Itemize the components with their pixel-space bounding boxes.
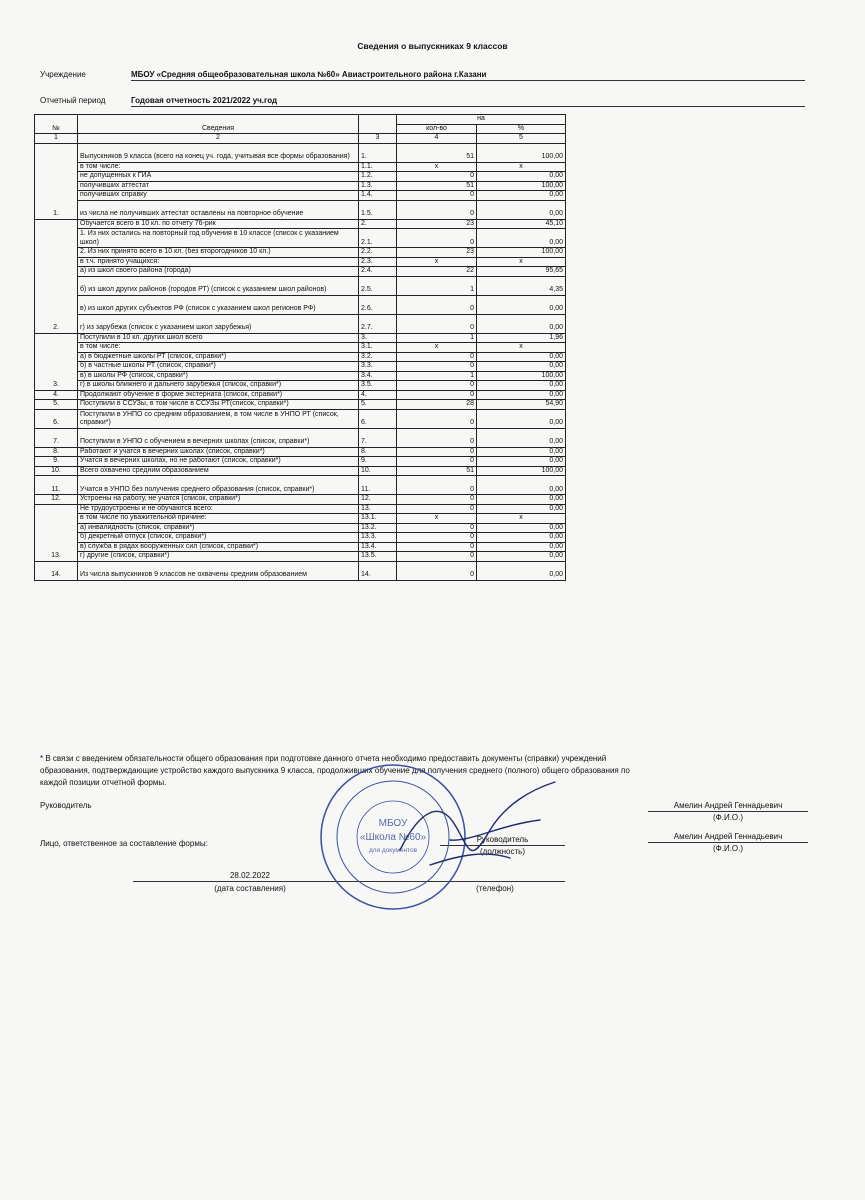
- row-percent: 0,00: [477, 523, 566, 533]
- table-row: [35, 295, 566, 314]
- row-percent: 0,00: [477, 533, 566, 543]
- row-count: 0: [397, 409, 477, 428]
- table-row: [35, 143, 566, 162]
- row-description: не допущенных к ГИА: [78, 172, 359, 182]
- row-count: 0: [397, 523, 477, 533]
- table-row: [35, 267, 566, 277]
- row-count: 0: [397, 172, 477, 182]
- row-code: 4.: [359, 390, 397, 400]
- colnum-1: 1: [35, 134, 78, 144]
- row-percent: 54,90: [477, 400, 566, 410]
- row-description: г) из зарубежа (список с указанием школ зарубежья): [78, 314, 359, 333]
- row-count: 0: [397, 381, 477, 391]
- row-description: Всего охвачено средним образованием: [78, 466, 359, 476]
- table-row: [35, 561, 566, 580]
- row-description: Продолжают обучение в форме экстерната (список, справки*): [78, 390, 359, 400]
- table-row: [35, 191, 566, 201]
- table-row: [35, 390, 566, 400]
- row-count: 0: [397, 390, 477, 400]
- stamp-emblem-text: для документов: [368, 847, 418, 854]
- row-percent: 45,10: [477, 219, 566, 229]
- table-row: [35, 343, 566, 353]
- row-number: 12.: [35, 495, 78, 505]
- row-percent: 100,00: [477, 248, 566, 258]
- row-percent: 0,00: [477, 504, 566, 514]
- row-code: 12.: [359, 495, 397, 505]
- row-percent: 0,00: [477, 447, 566, 457]
- row-percent: 100,00: [477, 181, 566, 191]
- row-description: Учатся в УНПО без получения среднего образования (список, справки*): [78, 476, 359, 495]
- row-code: 5.: [359, 400, 397, 410]
- report-body: [35, 143, 566, 580]
- row-code: 1.4.: [359, 191, 397, 201]
- table-row: [35, 504, 566, 514]
- report-table: [34, 114, 566, 581]
- row-percent: 0,00: [477, 314, 566, 333]
- row-code: 13.3.: [359, 533, 397, 543]
- row-count: 0: [397, 561, 477, 580]
- table-row: [35, 428, 566, 447]
- header-pct: %: [477, 124, 566, 134]
- row-code: 2.6.: [359, 295, 397, 314]
- table-row: [35, 447, 566, 457]
- report-title: Сведения о выпускниках 9 классов: [357, 41, 508, 51]
- row-code: 2.5.: [359, 276, 397, 295]
- period-label: Отчетный период: [40, 96, 106, 105]
- row-percent: 0,00: [477, 352, 566, 362]
- period-value: Годовая отчетность 2021/2022 уч.год: [131, 96, 805, 107]
- row-percent: x: [477, 514, 566, 524]
- row-number: 4.: [35, 390, 78, 400]
- handwritten-signature: [390, 770, 565, 880]
- row-description: Поступили в УНПО со средним образованием, в том числе в УНПО РТ (список, справки*): [78, 409, 359, 428]
- colnum-2: 2: [78, 134, 359, 144]
- table-row: [35, 362, 566, 372]
- row-description: в том числе:: [78, 343, 359, 353]
- row-code: 13.5.: [359, 552, 397, 562]
- row-count: 0: [397, 457, 477, 467]
- row-percent: 0,00: [477, 428, 566, 447]
- row-percent: 0,00: [477, 295, 566, 314]
- stamp-emblem-text: МБОУ: [378, 818, 408, 829]
- row-count: 0: [397, 295, 477, 314]
- row-number: 2.: [35, 219, 78, 333]
- row-description: Устроены на работу, не учатся (список, справки*): [78, 495, 359, 505]
- row-description: б) из школ других районов (городов РТ) (список с указанием школ районов): [78, 276, 359, 295]
- row-description: Обучается всего в 10 кл. по отчету 76-рик: [78, 219, 359, 229]
- row-description: б) в частные школы РТ (список, справки*): [78, 362, 359, 372]
- row-description: а) в бюджетные школы РТ (список, справки*): [78, 352, 359, 362]
- table-row: [35, 257, 566, 267]
- row-description: в) служба в рядах вооруженных сил (список, справки*): [78, 542, 359, 552]
- row-percent: 1,96: [477, 333, 566, 343]
- date-value: 28.02.2022: [229, 871, 271, 880]
- row-description: Выпускников 9 класса (всего на конец уч. года, учитывая все формы образования): [78, 143, 359, 162]
- row-number: 7.: [35, 428, 78, 447]
- header-on: на: [397, 115, 566, 125]
- row-count: 0: [397, 504, 477, 514]
- row-description: в т.ч. принято учащихся:: [78, 257, 359, 267]
- row-count: 23: [397, 248, 477, 258]
- table-row: [35, 219, 566, 229]
- institution-row: [40, 70, 805, 82]
- row-percent: 100,00: [477, 371, 566, 381]
- row-count: 28: [397, 400, 477, 410]
- row-number: 8.: [35, 447, 78, 457]
- row-count: x: [397, 257, 477, 267]
- row-count: x: [397, 514, 477, 524]
- table-row: [35, 409, 566, 428]
- row-description: в) из школ других субъектов РФ (список с указанием школ регионов РФ): [78, 295, 359, 314]
- row-code: 8.: [359, 447, 397, 457]
- row-description: Работают и учатся в вечерних школах (список, справки*): [78, 447, 359, 457]
- stamp-emblem-text: «Школа №60»: [359, 832, 427, 843]
- row-description: 2. Из них принято всего в 10 кл. (без второгодников 10 кл.): [78, 248, 359, 258]
- row-description: получивших справку: [78, 191, 359, 201]
- head-name-line: [648, 811, 808, 812]
- table-row: [35, 229, 566, 248]
- row-code: 2.2.: [359, 248, 397, 258]
- row-code: 13.4.: [359, 542, 397, 552]
- row-percent: 0,00: [477, 390, 566, 400]
- row-code: 10.: [359, 466, 397, 476]
- row-description: а) из школ своего района (города): [78, 267, 359, 277]
- row-description: Из числа выпускников 9 классов не охвачены средним образованием: [78, 561, 359, 580]
- row-description: получивших аттестат: [78, 181, 359, 191]
- table-row: [35, 371, 566, 381]
- row-count: 51: [397, 181, 477, 191]
- institution-value: МБОУ «Средняя общеобразовательная школа №60» Авиастроительного района г.Казани: [131, 70, 805, 81]
- colnum-3: 3: [359, 134, 397, 144]
- row-description: в том числе:: [78, 162, 359, 172]
- row-percent: 0,00: [477, 229, 566, 248]
- head-name: Амелин Андрей Геннадьевич: [673, 801, 783, 810]
- head-label: Руководитель: [40, 801, 92, 810]
- row-code: 2.4.: [359, 267, 397, 277]
- table-row: [35, 476, 566, 495]
- row-percent: x: [477, 162, 566, 172]
- row-percent: 0,00: [477, 457, 566, 467]
- row-count: 0: [397, 542, 477, 552]
- header-no: №: [35, 115, 78, 134]
- row-count: 0: [397, 533, 477, 543]
- row-code: 1.3.: [359, 181, 397, 191]
- row-percent: 100,00: [477, 466, 566, 476]
- row-number: 13.: [35, 504, 78, 561]
- position-caption: (должность): [480, 847, 525, 856]
- row-count: 1: [397, 276, 477, 295]
- row-description: г) в школы ближнего и дальнего зарубежья (список, справки*): [78, 381, 359, 391]
- date-caption: (дата составления): [214, 884, 286, 893]
- row-description: в том числе по уважительной причине:: [78, 514, 359, 524]
- footnote: * В связи с введением обязательности общего образования при подготовке данного отчета необходимо предоставить документы (справки) учреждений образования, подтверждающие устройство каждого выпускника 9 класса, продолживших обучение для получения среднего (полного) общего образования по каждой позиции отчетной формы.: [40, 754, 630, 787]
- row-percent: 0,00: [477, 200, 566, 219]
- table-row: [35, 466, 566, 476]
- table-row: [35, 523, 566, 533]
- table-row: [35, 533, 566, 543]
- row-percent: 0,00: [477, 561, 566, 580]
- responsible-fio-caption: (Ф.И.О.): [712, 844, 744, 853]
- row-number: 1.: [35, 143, 78, 219]
- row-code: 7.: [359, 428, 397, 447]
- row-code: 1.5.: [359, 200, 397, 219]
- row-count: 0: [397, 314, 477, 333]
- row-count: 51: [397, 143, 477, 162]
- row-code: 2.1.: [359, 229, 397, 248]
- row-count: 0: [397, 200, 477, 219]
- row-description: Не трудоустроены и не обучаются всего:: [78, 504, 359, 514]
- row-description: Поступили в 10 кл. других школ всего: [78, 333, 359, 343]
- table-row: [35, 200, 566, 219]
- row-percent: 0,00: [477, 409, 566, 428]
- row-percent: 95,65: [477, 267, 566, 277]
- row-percent: 0,00: [477, 552, 566, 562]
- row-count: 0: [397, 191, 477, 201]
- row-percent: 100,00: [477, 143, 566, 162]
- head-fio-caption: (Ф.И.О.): [712, 813, 744, 822]
- row-count: 0: [397, 352, 477, 362]
- row-count: 23: [397, 219, 477, 229]
- row-code: 6.: [359, 409, 397, 428]
- period-row: [40, 96, 805, 108]
- table-row: [35, 276, 566, 295]
- row-description: а) инвалидность (список, справки*): [78, 523, 359, 533]
- row-description: Поступили в УНПО с обучением в вечерних школах (список, справки*): [78, 428, 359, 447]
- row-percent: 0,00: [477, 495, 566, 505]
- row-code: 3.1.: [359, 343, 397, 353]
- row-code: 9.: [359, 457, 397, 467]
- colnum-5: 5: [477, 134, 566, 144]
- responsible-name: Амелин Андрей Геннадьевич: [673, 832, 783, 841]
- row-count: 22: [397, 267, 477, 277]
- row-count: 1: [397, 333, 477, 343]
- row-percent: 0,00: [477, 362, 566, 372]
- table-row: [35, 172, 566, 182]
- row-number: 14.: [35, 561, 78, 580]
- table-row: [35, 552, 566, 562]
- responsible-name-line: [648, 842, 808, 843]
- row-code: 1.2.: [359, 172, 397, 182]
- table-row: [35, 542, 566, 552]
- row-description: 1. Из них остались на повторный год обучения в 10 классе (список с указанием школ): [78, 229, 359, 248]
- row-count: 0: [397, 229, 477, 248]
- row-count: 51: [397, 466, 477, 476]
- row-number: 11.: [35, 476, 78, 495]
- row-percent: 0,00: [477, 542, 566, 552]
- row-percent: 0,00: [477, 191, 566, 201]
- row-percent: 4,35: [477, 276, 566, 295]
- row-description: в) в школы РФ (список, справки*): [78, 371, 359, 381]
- table-row: [35, 248, 566, 258]
- header-code-blank: [359, 115, 397, 134]
- header-info: Сведения: [78, 115, 359, 134]
- table-row: [35, 495, 566, 505]
- row-percent: x: [477, 257, 566, 267]
- row-number: 5.: [35, 400, 78, 410]
- row-description: г) другие (список, справки*): [78, 552, 359, 562]
- row-count: 0: [397, 476, 477, 495]
- row-count: 0: [397, 428, 477, 447]
- row-code: 2.7.: [359, 314, 397, 333]
- row-number: 10.: [35, 466, 78, 476]
- table-row: [35, 457, 566, 467]
- row-count: 0: [397, 552, 477, 562]
- row-code: 2.3.: [359, 257, 397, 267]
- colnum-4: 4: [397, 134, 477, 144]
- institution-label: Учреждение: [40, 70, 86, 79]
- row-code: 11.: [359, 476, 397, 495]
- table-row: [35, 352, 566, 362]
- table-row: [35, 162, 566, 172]
- row-description: Поступили в ССУЗы, в том числе в ССУЗы РТ(список, справки*): [78, 400, 359, 410]
- row-count: 0: [397, 447, 477, 457]
- row-code: 3.4.: [359, 371, 397, 381]
- table-row: [35, 514, 566, 524]
- row-code: 3.5.: [359, 381, 397, 391]
- table-row: [35, 314, 566, 333]
- row-description: б) декретный отпуск (список, справки*): [78, 533, 359, 543]
- row-code: 13.: [359, 504, 397, 514]
- row-code: 1.: [359, 143, 397, 162]
- table-row: [35, 181, 566, 191]
- header-count: кол-во: [397, 124, 477, 134]
- table-row: [35, 400, 566, 410]
- row-code: 3.3.: [359, 362, 397, 372]
- row-percent: 0,00: [477, 476, 566, 495]
- row-count: 0: [397, 362, 477, 372]
- phone-caption: (телефон): [476, 884, 514, 893]
- row-code: 14.: [359, 561, 397, 580]
- row-code: 1.1.: [359, 162, 397, 172]
- row-percent: 0,00: [477, 381, 566, 391]
- row-count: x: [397, 343, 477, 353]
- responsible-position: Руководитель: [476, 835, 529, 844]
- row-count: x: [397, 162, 477, 172]
- row-description: Учатся в вечерних школах, но не работают (список, справки*): [78, 457, 359, 467]
- row-code: 3.: [359, 333, 397, 343]
- responsible-label: Лицо, ответственное за составление формы:: [40, 839, 208, 848]
- row-number: 6.: [35, 409, 78, 428]
- row-percent: x: [477, 343, 566, 353]
- row-code: 13.2.: [359, 523, 397, 533]
- row-number: 9.: [35, 457, 78, 467]
- table-row: [35, 381, 566, 391]
- row-percent: 0,00: [477, 172, 566, 182]
- table-row: [35, 333, 566, 343]
- row-count: 1: [397, 371, 477, 381]
- row-number: 3.: [35, 333, 78, 390]
- row-code: 2.: [359, 219, 397, 229]
- row-count: 0: [397, 495, 477, 505]
- row-code: 3.2.: [359, 352, 397, 362]
- row-code: 13.1.: [359, 514, 397, 524]
- row-description: из числа не получивших аттестат оставлены на повторное обучение: [78, 200, 359, 219]
